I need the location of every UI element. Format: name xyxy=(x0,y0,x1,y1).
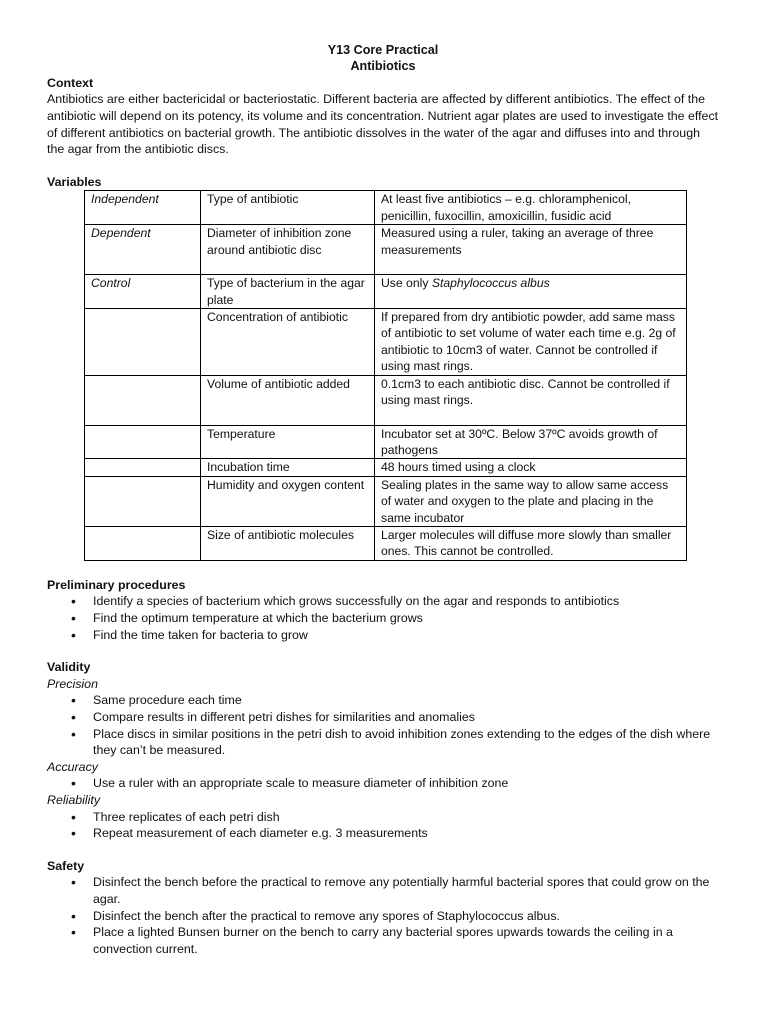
list-item: • Disinfect the bench after the practical to remove any spores of Staphylococcus albus. xyxy=(47,908,719,925)
variable-name: Incubation time xyxy=(201,459,375,476)
variable-type: Dependent xyxy=(85,225,201,275)
list-item: • Disinfect the bench before the practical to remove any potentially harmful bacterial spores that could grow on the agar. xyxy=(47,874,719,907)
variable-type: Control xyxy=(85,275,201,309)
variable-name: Temperature xyxy=(201,425,375,459)
preliminary-list xyxy=(47,593,719,643)
variable-detail: 48 hours timed using a clock xyxy=(375,459,687,476)
page-title: Y13 Core Practical xyxy=(327,43,439,57)
accuracy-label: Accuracy xyxy=(47,759,98,774)
table-row xyxy=(85,425,687,459)
variable-type xyxy=(85,476,201,526)
table-row xyxy=(85,527,687,561)
variable-type xyxy=(85,375,201,425)
variable-type: Independent xyxy=(85,191,201,225)
table-row xyxy=(85,476,687,526)
variable-type xyxy=(85,527,201,561)
list-item: • Three replicates of each petri dish xyxy=(47,809,719,826)
table-row xyxy=(85,191,687,225)
variable-type xyxy=(85,425,201,459)
list-item: • Identify a species of bacterium which grows successfully on the agar and responds to antibiotics xyxy=(47,593,719,610)
variable-detail-species: Staphylococcus albus xyxy=(431,276,550,291)
page-subtitle: Antibiotics xyxy=(350,59,416,74)
variable-detail: Sealing plates in the same way to allow same access of water and oxygen to the plate and placing in the same incubator xyxy=(375,476,687,526)
reliability-list xyxy=(47,809,719,842)
table-row xyxy=(85,375,687,425)
precision-list xyxy=(47,692,719,758)
variable-name: Type of antibiotic xyxy=(201,191,375,225)
variable-type xyxy=(85,309,201,376)
list-item: • Find the time taken for bacteria to grow xyxy=(47,627,719,644)
list-item: • Place a lighted Bunsen burner on the bench to carry any bacterial spores upwards towards the ceiling in a convection current. xyxy=(47,924,719,957)
safety-heading: Safety xyxy=(47,858,85,873)
table-row xyxy=(85,459,687,476)
variable-detail: At least five antibiotics – e.g. chloramphenicol, penicillin, fuxocillin, amoxicillin, fusidic acid xyxy=(375,191,687,225)
variable-detail: If prepared from dry antibiotic powder, add same mass of antibiotic to set volume of water each time e.g. 2g of antibiotic to 10cm3 of water. Cannot be controlled if using mast rings. xyxy=(375,309,687,376)
list-item: • Use a ruler with an appropriate scale to measure diameter of inhibition zone xyxy=(47,775,719,792)
list-item: • Compare results in different petri dishes for similarities and anomalies xyxy=(47,709,719,726)
list-item: • Find the optimum temperature at which the bacterium grows xyxy=(47,610,719,627)
list-item: • Place discs in similar positions in the petri dish to avoid inhibition zones extending to the edges of the dish where they can’t be measured. xyxy=(47,726,719,759)
list-item: • Same procedure each time xyxy=(47,692,719,709)
variable-name: Humidity and oxygen content xyxy=(201,476,375,526)
document-page xyxy=(47,42,719,957)
variable-type xyxy=(85,459,201,476)
variable-detail: 0.1cm3 to each antibiotic disc. Cannot be controlled if using mast rings. xyxy=(375,375,687,425)
variable-name: Concentration of antibiotic xyxy=(201,309,375,376)
variable-name: Volume of antibiotic added xyxy=(201,375,375,425)
preliminary-heading: Preliminary procedures xyxy=(47,577,186,592)
safety-list xyxy=(47,874,719,957)
table-row xyxy=(85,275,687,309)
validity-heading: Validity xyxy=(47,660,91,675)
variable-detail: Measured using a ruler, taking an average of three measurements xyxy=(375,225,687,275)
variables-heading: Variables xyxy=(47,174,102,189)
variable-detail-prefix: Use only xyxy=(381,276,432,291)
reliability-label: Reliability xyxy=(47,793,101,807)
variable-detail: Incubator set at 30ºC. Below 37ºC avoids growth of pathogens xyxy=(375,425,687,459)
variable-detail xyxy=(375,275,687,309)
variable-name: Diameter of inhibition zone around antibiotic disc xyxy=(201,225,375,275)
variables-table xyxy=(84,190,687,561)
list-item: • Repeat measurement of each diameter e.g. 3 measurements xyxy=(47,825,719,842)
variable-name: Type of bacterium in the agar plate xyxy=(201,275,375,309)
precision-label: Precision xyxy=(47,676,98,691)
table-row xyxy=(85,225,687,275)
accuracy-list xyxy=(47,775,719,792)
context-text: Antibiotics are either bactericidal or bacteriostatic. Different bacteria are affected by different antibiotics. The effect of the antibiotic will depend on its potency, its volume and its concentration. Nutrient agar plates are used to investigate the effect of different antibiotics on bacterial growth. The antibiotic dissolves in the water of the agar and diffuses into and through the agar from the antibiotic discs. xyxy=(47,92,719,157)
variable-detail: Larger molecules will diffuse more slowly than smaller ones. This cannot be controlled. xyxy=(375,527,687,561)
variable-name: Size of antibiotic molecules xyxy=(201,527,375,561)
table-row xyxy=(85,309,687,376)
context-heading: Context xyxy=(47,75,94,90)
